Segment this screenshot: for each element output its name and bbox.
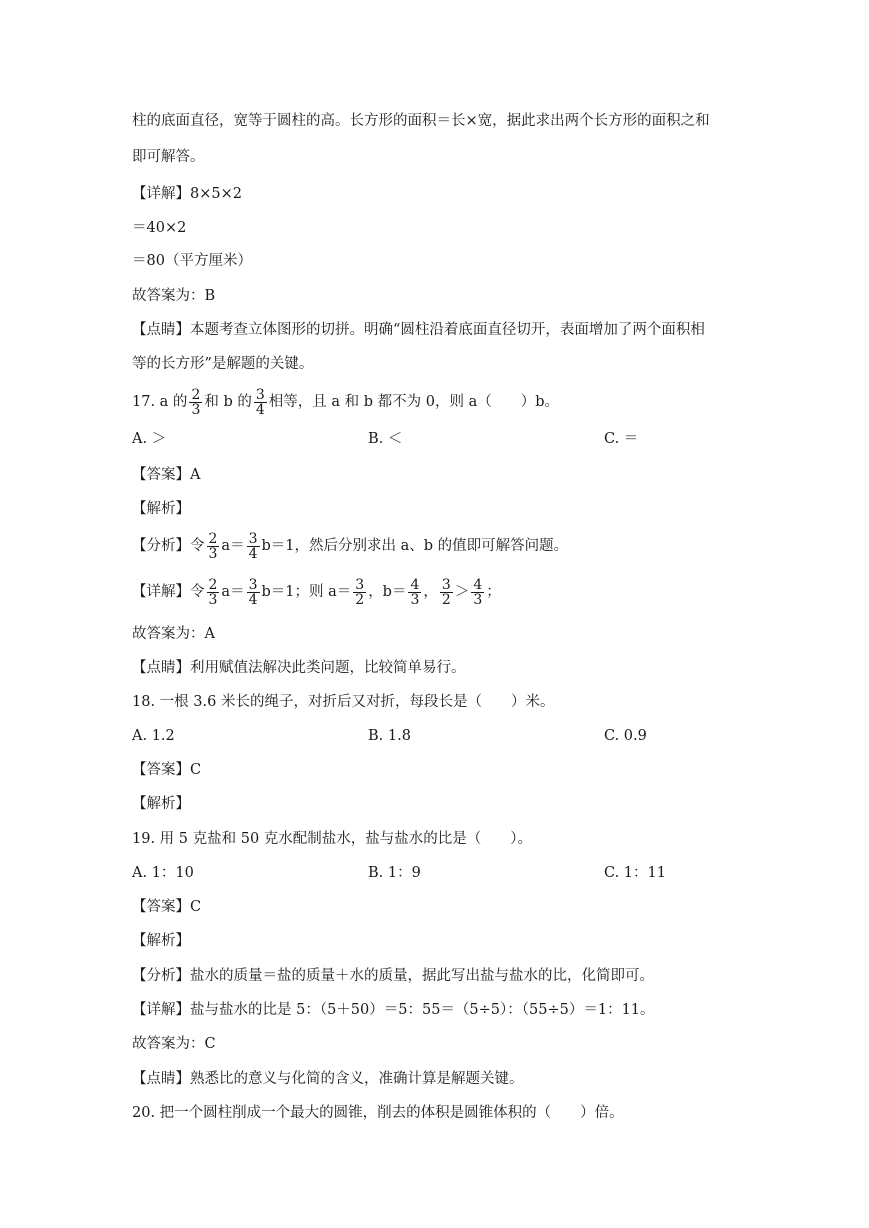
fraction-four-thirds [471, 578, 484, 607]
detail-label: 【详解】 [132, 584, 190, 600]
fraction-three-quarters [247, 532, 260, 561]
fraction-three-halves [440, 578, 453, 607]
q18-analysis-label: 【解析】 [132, 796, 190, 812]
answer-value: C [190, 762, 202, 778]
q17-point [132, 657, 466, 679]
q19-fenxi [132, 965, 654, 987]
q19-analysis-label: 【解析】 [132, 933, 190, 949]
intro-line-1: 柱的底面直径，宽等于圆柱的高。长方形的面积＝长×宽，据此求出两个长方形的面积之和 [132, 113, 710, 129]
q17-stem [132, 380, 559, 424]
q17-detail [132, 570, 501, 614]
detail-pre: 令 [190, 584, 205, 600]
fraction-denominator: 3 [410, 591, 420, 608]
q17-stem-mid: 和 b 的 [204, 394, 252, 410]
point-label: 【点睛】 [132, 660, 190, 676]
fraction-denominator: 4 [255, 401, 265, 418]
q18-option-c: C. 0.9 [604, 728, 647, 744]
detail-eq2: b＝1；则 a＝ [261, 584, 352, 600]
detail-gt: ＞ [454, 584, 470, 600]
fraction-two-thirds [207, 578, 220, 607]
q19-detail [132, 999, 655, 1021]
detail-eq3: ，b＝ [368, 584, 407, 600]
fraction-numerator: 2 [191, 386, 201, 403]
q20-stem: 20. 把一个圆柱削成一个最大的圆锥，削去的体积是圆锥体积的（ ）倍。 [132, 1105, 624, 1121]
detail-label: 【详解】 [132, 1002, 190, 1018]
q16-step-2: ＝80（平方厘米） [132, 253, 252, 269]
q16-detail [132, 183, 242, 205]
q19-stem: 19. 用 5 克盐和 50 克水配制盐水，盐与盐水的比是（ ）。 [132, 831, 533, 847]
fenxi-eq1: a＝ [221, 538, 245, 554]
fraction-three-quarters [254, 388, 267, 417]
fraction-denominator: 4 [248, 591, 258, 608]
fraction-denominator: 4 [248, 545, 258, 562]
point-label: 【点睛】 [132, 1071, 190, 1087]
fenxi-text: 盐水的质量＝盐的质量＋水的质量，据此写出盐与盐水的比，化简即可。 [190, 968, 654, 984]
q19-option-a: A. 1：10 [132, 865, 194, 881]
fenxi-label: 【分析】 [132, 968, 190, 984]
detail-eq4: ， [423, 584, 438, 600]
point-text: 熟悉比的意义与化简的含义，准确计算是解题关键。 [190, 1071, 524, 1087]
intro-line-2: 即可解答。 [132, 149, 205, 165]
fraction-three-halves [353, 578, 366, 607]
detail-text: 盐与盐水的比是 5：（5＋50）＝5：55＝（5÷5）：（55÷5）＝1：11。 [190, 1002, 655, 1018]
q17-answer-line: 故答案为：A [132, 626, 215, 642]
answer-value: C [190, 899, 202, 915]
answer-label: 【答案】 [132, 467, 190, 483]
fraction-numerator: 4 [473, 576, 483, 593]
q17-fenxi [132, 524, 568, 568]
detail-text: 8×5×2 [190, 186, 242, 202]
fraction-numerator: 4 [410, 576, 420, 593]
fraction-numerator: 3 [248, 530, 258, 547]
q18-option-b: B. 1.8 [368, 728, 411, 744]
q17-answer [132, 464, 200, 486]
point-text: 本题考查立体图形的切拼。明确“圆柱沿着底面直径切开，表面增加了两个面积相 [190, 322, 705, 338]
q16-step-1: ＝40×2 [132, 220, 187, 236]
fraction-denominator: 2 [355, 591, 365, 608]
q19-answer-line: 故答案为：C [132, 1036, 216, 1052]
fraction-three-quarters [247, 578, 260, 607]
q19-option-c: C. 1：11 [604, 865, 666, 881]
fraction-denominator: 3 [208, 591, 218, 608]
q16-point-cont: 等的长方形”是解题的关键。 [132, 356, 314, 372]
q17-option-b: B. ＜ [368, 431, 403, 447]
point-label: 【点睛】 [132, 322, 190, 338]
fraction-numerator: 2 [208, 576, 218, 593]
fraction-denominator: 3 [473, 591, 483, 608]
q18-answer [132, 759, 201, 781]
q17-analysis-label: 【解析】 [132, 501, 190, 517]
fenxi-eq2: b＝1，然后分别求出 a、b 的值即可解答问题。 [261, 538, 569, 554]
detail-eq1: a＝ [221, 584, 245, 600]
q16-point [132, 319, 705, 341]
answer-label: 【答案】 [132, 899, 190, 915]
q19-point [132, 1068, 524, 1090]
fraction-numerator: 2 [208, 530, 218, 547]
fraction-two-thirds [189, 388, 202, 417]
q18-option-a: A. 1.2 [132, 728, 175, 744]
q17-option-a: A. ＞ [132, 431, 167, 447]
answer-label: 【答案】 [132, 762, 190, 778]
fraction-denominator: 3 [208, 545, 218, 562]
fraction-numerator: 3 [255, 386, 265, 403]
q17-stem-post: 相等，且 a 和 b 都不为 0，则 a（ ）b。 [268, 394, 560, 410]
q19-option-b: B. 1：9 [368, 865, 421, 881]
fraction-four-thirds [408, 578, 421, 607]
q17-option-c: C. ＝ [604, 431, 639, 447]
q18-stem: 18. 一根 3.6 米长的绳子，对折后又对折，每段长是（ ）米。 [132, 694, 555, 710]
answer-value: A [190, 467, 201, 483]
fraction-denominator: 2 [441, 591, 451, 608]
fenxi-label: 【分析】 [132, 538, 190, 554]
q16-answer-line: 故答案为：B [132, 288, 216, 304]
fraction-numerator: 3 [355, 576, 365, 593]
fraction-two-thirds [207, 532, 220, 561]
q19-answer [132, 896, 201, 918]
detail-end: ； [486, 584, 501, 600]
fraction-numerator: 3 [248, 576, 258, 593]
fenxi-pre: 令 [190, 538, 205, 554]
detail-label: 【详解】 [132, 186, 190, 202]
q17-stem-pre: 17. a 的 [132, 394, 188, 410]
fraction-denominator: 3 [191, 401, 201, 418]
point-text: 利用赋值法解决此类问题，比较简单易行。 [190, 660, 466, 676]
fraction-numerator: 3 [441, 576, 451, 593]
